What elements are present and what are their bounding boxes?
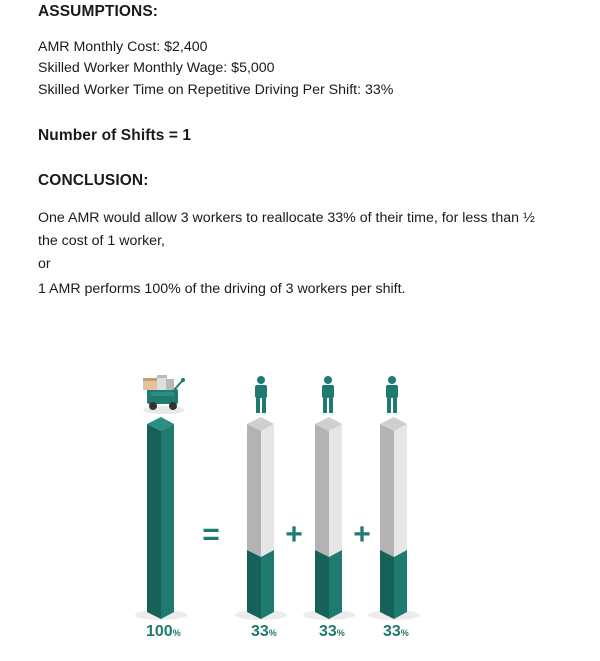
worker-1-percent-label: 33% [251,623,277,640]
number-of-shifts-heading: Number of Shifts = 1 [38,127,192,144]
conclusion-heading: CONCLUSION: [38,172,149,189]
worker-column-2-empty-left [315,424,329,557]
assumptions-heading: ASSUMPTIONS: [38,3,159,20]
worker-column-2-empty-right [329,424,342,557]
conclusion-paragraph-1: One AMR would allow 3 workers to reallocate 33% of their time, for less than ½ the cost of 1 worker, [38,210,535,249]
worker-2-percent-label: 33% [319,623,345,640]
worker-column-3-fill-left [380,550,394,619]
worker-person-icon-1 [255,376,267,413]
worker-column-1-empty-left [247,424,261,557]
amr-robot-icon [143,375,185,414]
equals-sign: = [202,518,220,551]
amr-percent-label: 100% [146,623,181,640]
amr-column-fill-right [161,424,174,619]
worker-column-3-empty-left [380,424,394,557]
worker-person-icon-3 [386,376,398,413]
conclusion-paragraph-2: 1 AMR performs 100% of the driving of 3 workers per shift. [38,281,406,297]
worker-column-1-empty-right [261,424,274,557]
assumption-worker-wage: Skilled Worker Monthly Wage: $5,000 [38,60,275,76]
worker-person-icon-2 [322,376,334,413]
worker-column-1-fill-right [261,550,274,619]
worker-column-3-fill-right [394,550,407,619]
worker-column-1-fill-left [247,550,261,619]
worker-column-3-empty-right [394,424,407,557]
conclusion-or: or [38,256,51,272]
plus-sign-1: + [285,518,303,551]
assumption-amr-cost: AMR Monthly Cost: $2,400 [38,39,208,55]
worker-column-2-fill-left [315,550,329,619]
amr-vs-workers-infographic [0,360,600,661]
amr-column-fill-left [147,424,161,619]
worker-3-percent-label: 33% [383,623,409,640]
assumption-driving-time: Skilled Worker Time on Repetitive Driving Per Shift: 33% [38,82,394,98]
plus-sign-2: + [353,518,371,551]
worker-column-2-fill-right [329,550,342,619]
